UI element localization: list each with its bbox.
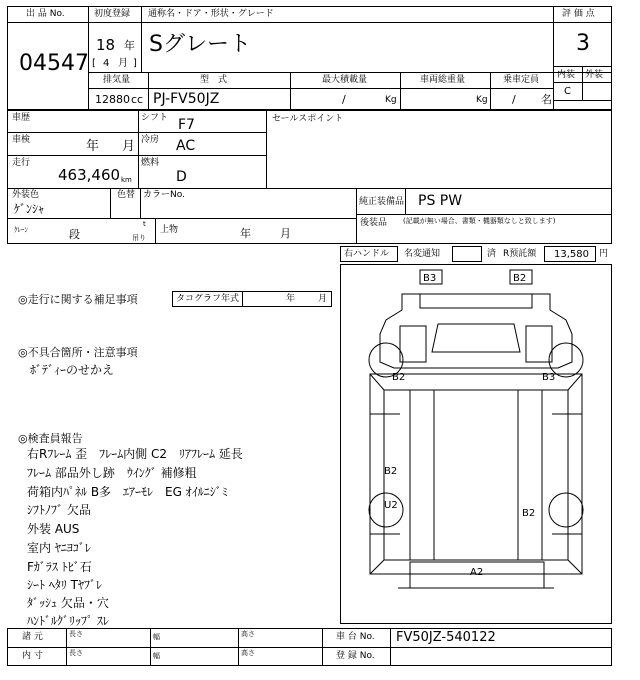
name-change-box [452, 246, 482, 262]
length-label-2: 長さ [69, 649, 83, 657]
r-meter-label: R预託額 [503, 249, 537, 259]
lot-no-label: 出 品 No. [26, 9, 65, 19]
crane-ton-bottom: 吊り [132, 234, 146, 242]
equipment-label: 純正装備品 [359, 197, 405, 207]
crane-ton-top: t [143, 220, 146, 228]
first-reg-year: 18 [96, 36, 116, 54]
damage-mark: B2 [513, 273, 527, 284]
capacity-label: 乗車定員 [503, 75, 540, 85]
model-label: 型 式 [200, 75, 228, 85]
tacho-label: タコグラフ年式 [176, 294, 240, 304]
inspector-line: ﾌﾚｰﾑ 部品外し跡 ｳｲﾝｸﾞ 補修粗 [27, 466, 197, 480]
name-change-label: 名変通知 [404, 249, 441, 259]
defect-line: ﾎﾞﾃﾞｨｰのせかえ [30, 363, 115, 377]
equipment-value: PS PW [418, 193, 463, 209]
damage-mark: A2 [470, 567, 484, 578]
damage-mark: B2 [384, 466, 398, 477]
grade-score: 3 [576, 31, 590, 56]
color-no-label: カラーNo. [143, 190, 185, 200]
r-meter-value: 13,580 [554, 249, 589, 260]
interior-dims-label: 内 寸 [22, 651, 43, 661]
height-label: 高さ [241, 630, 255, 638]
gross-weight-unit: Kg [476, 95, 488, 105]
height-label-2: 高さ [241, 649, 255, 657]
width-label: 幅 [153, 633, 160, 641]
aftermarket-note: (記載が無い場合、書類・機器類なしと致します) [403, 217, 556, 225]
displacement-label: 排気量 [103, 75, 131, 85]
damage-mark: B2 [392, 372, 406, 383]
grade-label: 評 価 点 [562, 9, 595, 19]
mileage-value: 463,460 [58, 166, 121, 184]
inspector-line: 右Rﾌﾚｰﾑ 歪 ﾌﾚｰﾑ内側 C2 ﾘｱﾌﾚｰﾑ 延長 [27, 447, 243, 461]
mileage-label: 走行 [12, 158, 31, 168]
mileage-unit: km [121, 176, 132, 184]
first-reg-month: 4 [103, 58, 110, 69]
first-reg-month-open: [ [92, 58, 96, 69]
sales-point-label: セールスポイント [272, 114, 344, 124]
chassis-label: 車 台 No. [336, 632, 375, 642]
inspector-line: 外装 AUS [27, 522, 80, 536]
shift-value: F7 [178, 117, 195, 133]
year-unit: 年 [124, 39, 135, 52]
exterior-color: ｹﾞﾝｼｬ [14, 202, 45, 216]
model-code: PJ-FV50JZ [153, 91, 220, 107]
displacement-unit: cc [131, 93, 144, 106]
first-reg-month-close: ] [133, 58, 137, 69]
damage-mark: U2 [384, 500, 398, 511]
rhd-label: 右ハンドル [344, 249, 390, 259]
name-label: 通称名・ドア・形状・グレード [148, 9, 274, 19]
interior-label: 内装 [557, 70, 576, 80]
body-label: 上物 [160, 225, 179, 235]
dims-label: 諸 元 [22, 632, 43, 642]
inspection-label: 車検 [12, 135, 31, 145]
insp-year-unit: 年 [86, 139, 100, 154]
damage-mark: B2 [522, 508, 536, 519]
width-label-2: 幅 [153, 652, 160, 660]
ac-value: AC [176, 138, 196, 154]
truck-damage-diagram [340, 264, 612, 624]
damage-mark: B3 [542, 372, 556, 383]
inspector-title: ◎検査員報告 [18, 432, 83, 445]
chassis-no: FV50JZ-540122 [396, 630, 496, 645]
yen-unit: 円 [599, 249, 609, 259]
damage-mark: B3 [423, 273, 437, 284]
insp-month-unit: 月 [122, 139, 136, 154]
body-year-unit: 年 [240, 227, 251, 240]
inspector-line: ｼﾌﾄﾉﾌﾞ 欠品 [27, 503, 91, 517]
length-label: 長さ [69, 630, 83, 638]
lot-no: 04547 [19, 51, 89, 76]
inspector-line: Fｶﾞﾗｽ ﾄﾋﾞ石 [27, 560, 92, 574]
inspector-line: ﾀﾞｯｼｭ 欠品・穴 [27, 596, 109, 610]
driving-title: ◎走行に関する補足事項 [18, 293, 138, 306]
tacho-year-unit: 年 [286, 294, 296, 304]
fuel-value: D [176, 169, 187, 185]
capacity-sep: / [512, 93, 516, 106]
history-label: 車歴 [12, 113, 31, 123]
reg-label: 登 録 No. [336, 651, 375, 661]
first-reg-label: 初度登録 [94, 9, 131, 19]
vehicle-name: Sグレート [149, 32, 251, 57]
body-month-unit: 月 [280, 227, 291, 240]
capacity-unit: 名 [541, 93, 552, 106]
month-unit: 月 [118, 58, 128, 69]
inspector-line: 室内 ﾔﾆﾖｺﾞﾚ [27, 541, 91, 555]
ac-label: 冷房 [141, 135, 160, 145]
gross-weight-label: 車両総重量 [420, 75, 466, 85]
shift-label: シフト [141, 113, 169, 123]
fuel-label: 燃料 [141, 158, 160, 168]
aftermarket-label: 後装品 [360, 218, 388, 228]
inspector-line: 荷箱内ﾊﾟﾈﾙ B多 ｴｱｰﾓﾚ EG ｵｲﾙﾆｼﾞﾐ [27, 485, 228, 499]
max-load-label: 最大積載量 [322, 75, 368, 85]
inspector-line: ﾊﾝﾄﾞﾙｸﾞﾘｯﾌﾟ ｽﾚ [27, 614, 109, 628]
inspector-line: ｼｰﾄ ﾍﾀﾘ Tﾔﾌﾞﾚ [27, 578, 102, 592]
r-meter-prefix: 済 [487, 249, 497, 259]
crane-label: ｸﾚｰﾝ [14, 226, 28, 234]
max-load-sep: / [342, 93, 346, 106]
max-load-unit: Kg [385, 95, 397, 105]
defect-title: ◎不具合箇所・注意事項 [18, 346, 138, 359]
tacho-month-unit: 月 [318, 294, 328, 304]
color-change-label: 色替 [117, 190, 136, 200]
displacement-value: 12880 [95, 93, 130, 106]
exterior-label: 外装 [585, 70, 604, 80]
crane-stage: 段 [69, 228, 80, 241]
exterior-color-label: 外装色 [12, 190, 40, 200]
interior-grade: C [564, 86, 571, 97]
